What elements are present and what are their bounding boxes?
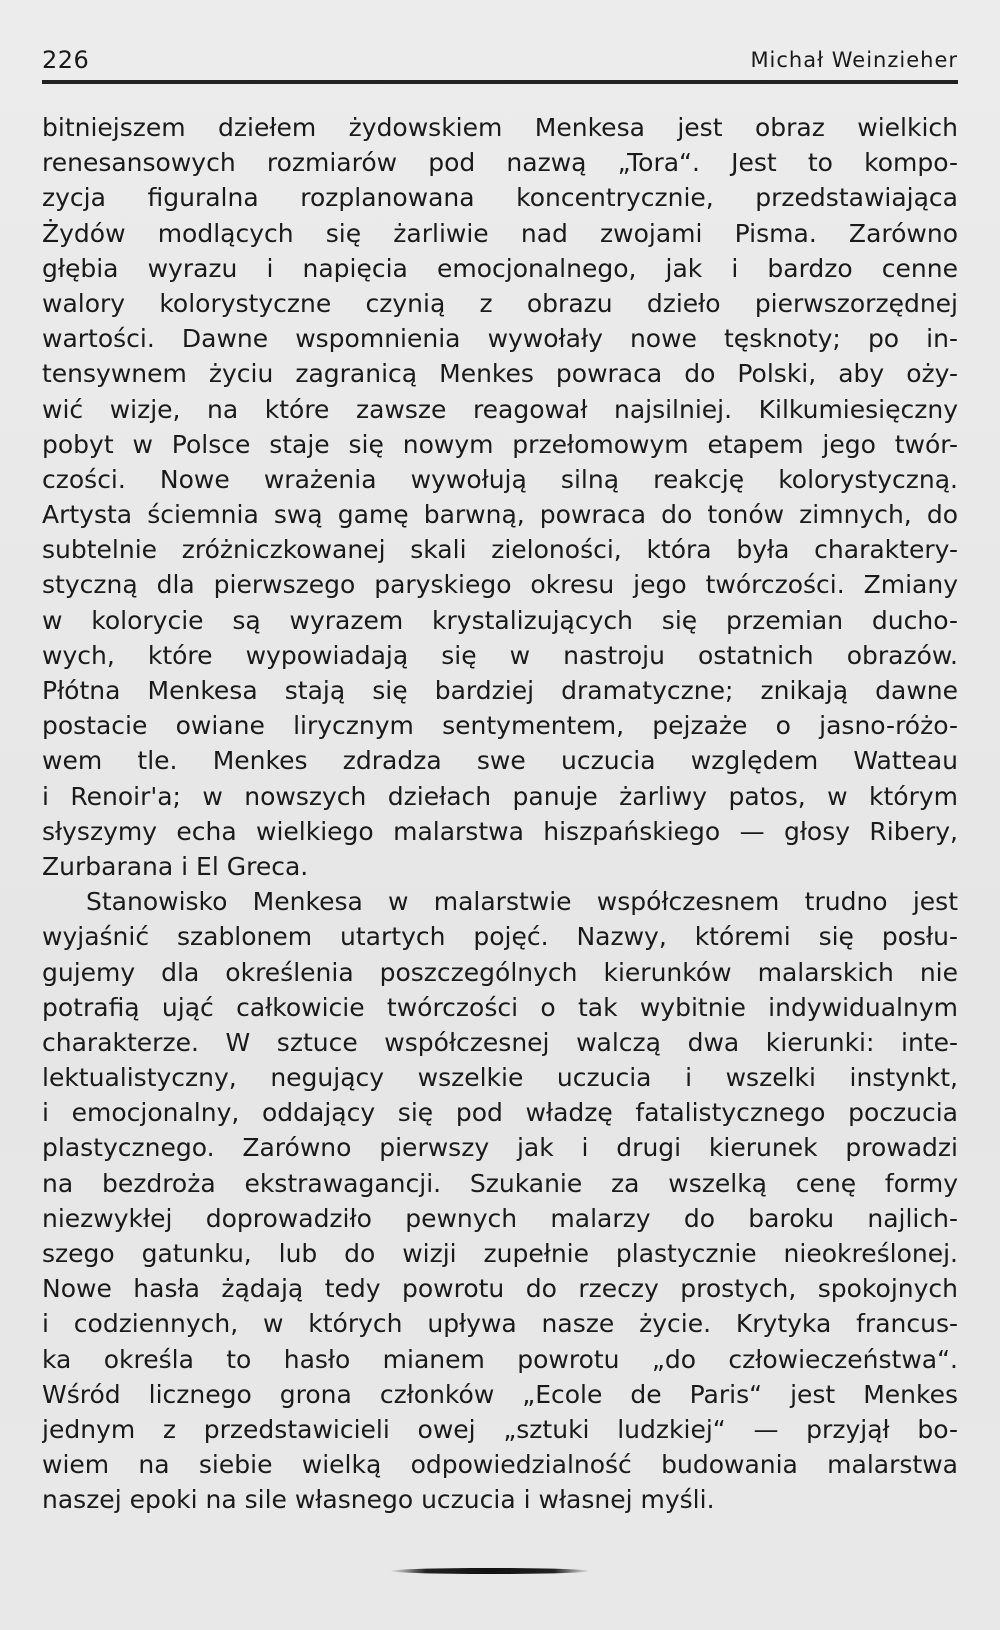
text-line: gujemy dla określenia poszczególnych kierunków malarskich nie — [42, 957, 958, 987]
text-line: plastycznego. Zarówno pierwszy jak i drugi kierunek prowadzi — [42, 1133, 958, 1163]
page-number: 226 — [42, 46, 90, 74]
text-line: niezwykłej doprowadziło pewnych malarzy do baroku najlich- — [42, 1203, 958, 1233]
page-header — [42, 44, 958, 78]
text-line: czości. Nowe wrażenia wywołują silną reakcję kolorystyczną. — [42, 464, 958, 494]
paragraph-2 — [42, 884, 958, 1517]
text-line: Nowe hasła żądają tedy powrotu do rzeczy prostych, spokojnych — [42, 1274, 958, 1304]
text-line: Żydów modlących się żarliwie nad zwojami Pisma. Zarówno — [42, 218, 958, 248]
text-line: Zurbarana i El Greca. — [42, 851, 309, 881]
text-line: tensywnem życiu zagranicą Menkes powraca do Polski, aby oży- — [42, 359, 958, 389]
text-line: ka określa to hasło mianem powrotu „do człowieczeństwa“. — [42, 1344, 958, 1374]
text-line: Stanowisko Menkesa w malarstwie współczesnem trudno jest — [86, 887, 958, 917]
paragraph-1 — [42, 110, 958, 884]
text-line: zycja figuralna rozplanowana koncentrycznie, przedstawiająca — [42, 183, 958, 213]
text-line: renesansowych rozmiarów pod nazwą „Tora“. Jest to kompo- — [42, 148, 958, 178]
text-line: styczną dla pierwszego paryskiego okresu jego twórczości. Zmiany — [42, 570, 958, 600]
running-head: Michał Weinzieher — [750, 48, 958, 72]
text-line: potrafią ująć całkowicie twórczości o tak wybitnie indywidualnym — [42, 992, 958, 1022]
text-line: naszej epoki na sile własnego uczucia i własnej myśli. — [42, 1485, 715, 1515]
text-line: w kolorycie są wyrazem krystalizujących się przemian ducho- — [42, 605, 958, 635]
text-line: i codziennych, w których upływa nasze życie. Krytyka francus- — [42, 1309, 958, 1339]
text-line: na bezdroża ekstrawagancji. Szukanie za wszelką cenę formy — [42, 1168, 958, 1198]
text-line: wartości. Dawne wspomnienia wywołały nowe tęsknoty; po in- — [42, 324, 958, 354]
text-line: pobyt w Polsce staje się nowym przełomowym etapem jego twór- — [42, 429, 958, 459]
text-line: subtelnie zróżniczkowanej skali zieloności, która była charaktery- — [42, 535, 958, 565]
text-line: i emocjonalny, oddający się pod władzę fatalistycznego poczucia — [42, 1098, 958, 1128]
text-line: słyszymy echa wielkiego malarstwa hiszpańskiego — głosy Ribery, — [42, 816, 958, 846]
text-line: lektualistyczny, negujący wszelkie uczucia i wszelki instynkt, — [42, 1063, 958, 1093]
text-line: wić wizje, na które zawsze reagował najsilniej. Kilkumiesięczny — [42, 394, 958, 424]
text-line: jednym z przedstawicieli owej „sztuki ludzkiej“ — przyjął bo- — [42, 1414, 958, 1444]
text-line: walory kolorystyczne czynią z obrazu dzieło pierwszorzędnej — [42, 288, 958, 318]
text-line: charakterze. W sztuce współczesnej walczą dwa kierunki: inte- — [42, 1027, 958, 1057]
text-line: Artysta ściemnia swą gamę barwną, powraca do tonów zimnych, do — [42, 500, 958, 530]
text-line: i Renoir'a; w nowszych dziełach panuje żarliwy patos, w którym — [42, 781, 958, 811]
closing-ornament-rule — [390, 1568, 590, 1574]
header-rule — [42, 80, 958, 84]
text-line: Wśród licznego grona członków „Ecole de Paris“ jest Menkes — [42, 1379, 958, 1409]
body-text — [42, 110, 958, 1518]
text-line: wyjaśnić szablonem utartych pojęć. Nazwy, któremi się posłu- — [42, 922, 958, 952]
text-line: wem tle. Menkes zdradza swe uczucia względem Watteau — [42, 746, 958, 776]
text-line: Płótna Menkesa stają się bardziej dramatyczne; znikają dawne — [42, 676, 958, 705]
text-line: wych, które wypowiadają się w nastroju ostatnich obrazów. — [42, 640, 958, 670]
text-line: głębia wyrazu i napięcia emocjonalnego, jak i bardzo cenne — [42, 253, 958, 283]
text-line: postacie owiane lirycznym sentymentem, pejzaże o jasno-różo- — [42, 711, 958, 741]
text-line: bitniejszem dziełem żydowskiem Menkesa jest obraz wielkich — [42, 113, 958, 142]
text-line: szego gatunku, lub do wizji zupełnie plastycznie nieokreślonej. — [42, 1239, 958, 1268]
text-line: wiem na siebie wielką odpowiedzialność budowania malarstwa — [42, 1450, 958, 1480]
